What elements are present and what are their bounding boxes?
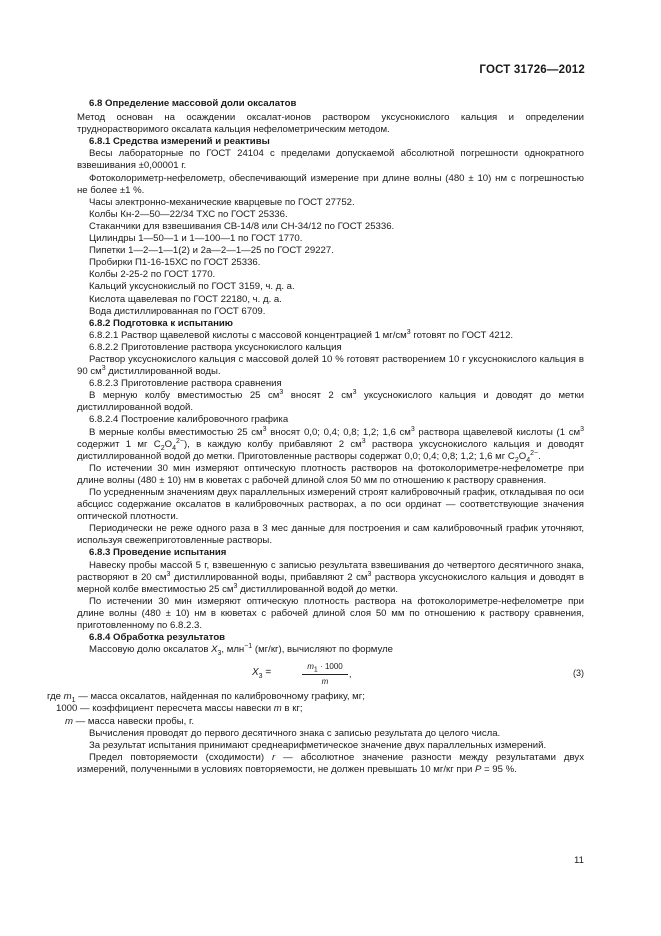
formula-comma: , [349, 669, 352, 680]
section-title: 6.8 Определение массовой доли оксалатов [89, 98, 297, 109]
formula-numerator: $m_1 \cdot 1000$ [302, 661, 348, 675]
paragraph-formula-intro: Массовую долю оксалатов $X_3$, млн$^{-1}$ (мг/кг), вычисляют по формуле [89, 643, 394, 658]
paragraph-6821: 6.8.2.1 Раствор щавелевой кислоты с массовой концентрацией 1 $мг/см^3$ готовят по ГОСТ 4212. [89, 328, 514, 341]
formula-denominator: m [321, 677, 329, 687]
subsection-683-title: 6.8.3 Проведение испытания [89, 547, 227, 559]
page-number: 11 [574, 855, 584, 866]
formula-fraction [302, 661, 348, 688]
paragraph-optical-density: По истечении 30 мин измеряют оптическую плотность растворов на фотоколориметре-нефелометре при длине волны (480 ± 10) нм в кюветах с рабочей длиной слоя 50 мм по отношению к раствору сравнения. [77, 462, 584, 486]
equipment-item-9: Колбы 2-25-2 по ГОСТ 1770. [89, 269, 216, 281]
equipment-item-2: Фотоколориметр-нефелометр, обеспечивающий измерение при длине волны (480 ± 10) нм с погрешностью не более ±1 %. [77, 172, 584, 196]
paragraph-periodic-update: Периодически не реже одного раза в 3 мес данные для построения и сам калибровочный график уточняют, используя свежеприготовленные растворы. [77, 523, 584, 547]
paragraph-calculation-precision: Вычисления проводят до первого десятичного знака с записью результата до целого числа. [89, 727, 501, 739]
paragraph-calibration-graph: По усредненным значениям двух параллельных измерений строят калибровочный график, откладывая по оси абсцисс содержание оксалатов в калибровочных растворах, а по оси ординат — соответствующие значения оптической плотности. [77, 487, 584, 523]
equipment-item-4: Колбы Кн-2—50—22/34 ТХС по ГОСТ 25336. [89, 208, 288, 220]
paragraph-6823-body: В мерную колбу вместимостью 25 $см^3$ вносят 2 $см^3$ уксуснокислого кальция и доводят до метки дистиллированной водой. [77, 389, 585, 414]
paragraph-6824-body: В мерные колбы вместимостью 25 $см^3$ вносят 0,0; 0,4; 0,8; 1,2; 1,6 $см^3$ раствора щавелевой кислоты (1 $см^3$ содержит 1 мг $С_2О_4^{2-}$), в каждую колбу прибавляют 2 $см^3$ раствора уксуснокислого кальция и доводят дистиллированной водой до метки. Приготовленные растворы содержат 0,0; 0,4; 0,8; 1,2; 1,6 мг $С_2О_4^{2-}$. [77, 425, 584, 464]
paragraph-repeatability: Предел повторяемости (сходимости) r — абсолютное значение разности между результатами двух измерений, полученными в условиях повторяемости, не должен превышать 10 мг/кг при P = 95 %. [77, 751, 584, 775]
subsection-682-title: 6.8.2 Подготовка к испытанию [89, 317, 233, 329]
equipment-item-6: Цилиндры 1—50—1 и 1—100—1 по ГОСТ 1770. [89, 233, 303, 245]
where-line-2: 1000 — коэффициент пересчета массы навески m в кг; [56, 703, 303, 715]
equipment-item-5: Стаканчики для взвешивания СВ-14/8 или СН-34/12 по ГОСТ 25336. [89, 220, 395, 232]
where-line-3: m — масса навески пробы, г. [65, 715, 195, 727]
equipment-item-10: Кальций уксуснокислый по ГОСТ 3159, ч. д. а. [89, 281, 295, 293]
paragraph-test-procedure: Навеску пробы массой 5 г, взвешенную с записью результата взвешивания до четвертого десятичного знака, растворяют в 20 $см^3$ дистиллированной воды, прибавляют 2 $см^3$ раствора уксуснокислого кальция и доводят в мерной колбе вместимостью 25 $см^3$ дистиллированной водой до метки. [77, 559, 584, 595]
formula-3 [77, 659, 584, 689]
paragraph-6822: 6.8.2.2 Приготовление раствора уксуснокислого кальция [89, 341, 342, 353]
paragraph-6823: 6.8.2.3 Приготовление раствора сравнения [89, 378, 282, 390]
paragraph-6822-body: Раствор уксуснокислого кальция с массовой долей 10 % готовят растворением 10 г уксуснокислого кальция в 90 $см^3$ дистиллированной воды. [77, 353, 584, 378]
where-line-1: где $m_1$ — масса оксалатов, найденная по калибровочному графику, мг; [47, 691, 365, 705]
equipment-item-11: Кислота щавелевая по ГОСТ 22180, ч. д. а. [89, 293, 282, 305]
equipment-item-1: Весы лабораторные по ГОСТ 24104 с пределами допускаемой абсолютной погрешности однократного взвешивания ±0,00001 г. [77, 148, 584, 172]
paragraph-test-measurement: По истечении 30 мин измеряют оптическую плотность раствора на фотоколориметре-нефелометре при длине волны (480 ± 10) нм в кюветах с рабочей длиной слоя 50 мм по отношению к раствору сравнения, приготовленному по 6.8.2.3. [77, 595, 584, 632]
equipment-item-3: Часы электронно-механические кварцевые по ГОСТ 27752. [89, 196, 355, 208]
equipment-item-7: Пипетки 1—2—1—1(2) и 2а—2—1—25 по ГОСТ 29227. [89, 245, 334, 257]
section-intro: Метод основан на осаждении оксалат-ионов раствором уксуснокислого кальция и определении труднорастворимого оксалата кальция нефелометрическим методом. [77, 112, 584, 136]
formula-number: (3) [573, 668, 584, 679]
paragraph-6824: 6.8.2.4 Построение калибровочного графика [89, 414, 289, 426]
paragraph-test-result: За результат испытания принимают среднеарифметическое значение двух параллельных измерений. [89, 739, 547, 751]
equipment-item-8: Пробирки П1-16-15ХС по ГОСТ 25336. [89, 257, 261, 269]
subsection-684-title: 6.8.4 Обработка результатов [89, 632, 226, 644]
equipment-item-12: Вода дистиллированная по ГОСТ 6709. [89, 305, 266, 317]
standard-header: ГОСТ 31726—2012 [479, 64, 585, 76]
subsection-681-title: 6.8.1 Средства измерений и реактивы [89, 136, 270, 148]
document-body [47, 98, 585, 776]
formula-lhs: $X_3$ = [252, 667, 272, 681]
